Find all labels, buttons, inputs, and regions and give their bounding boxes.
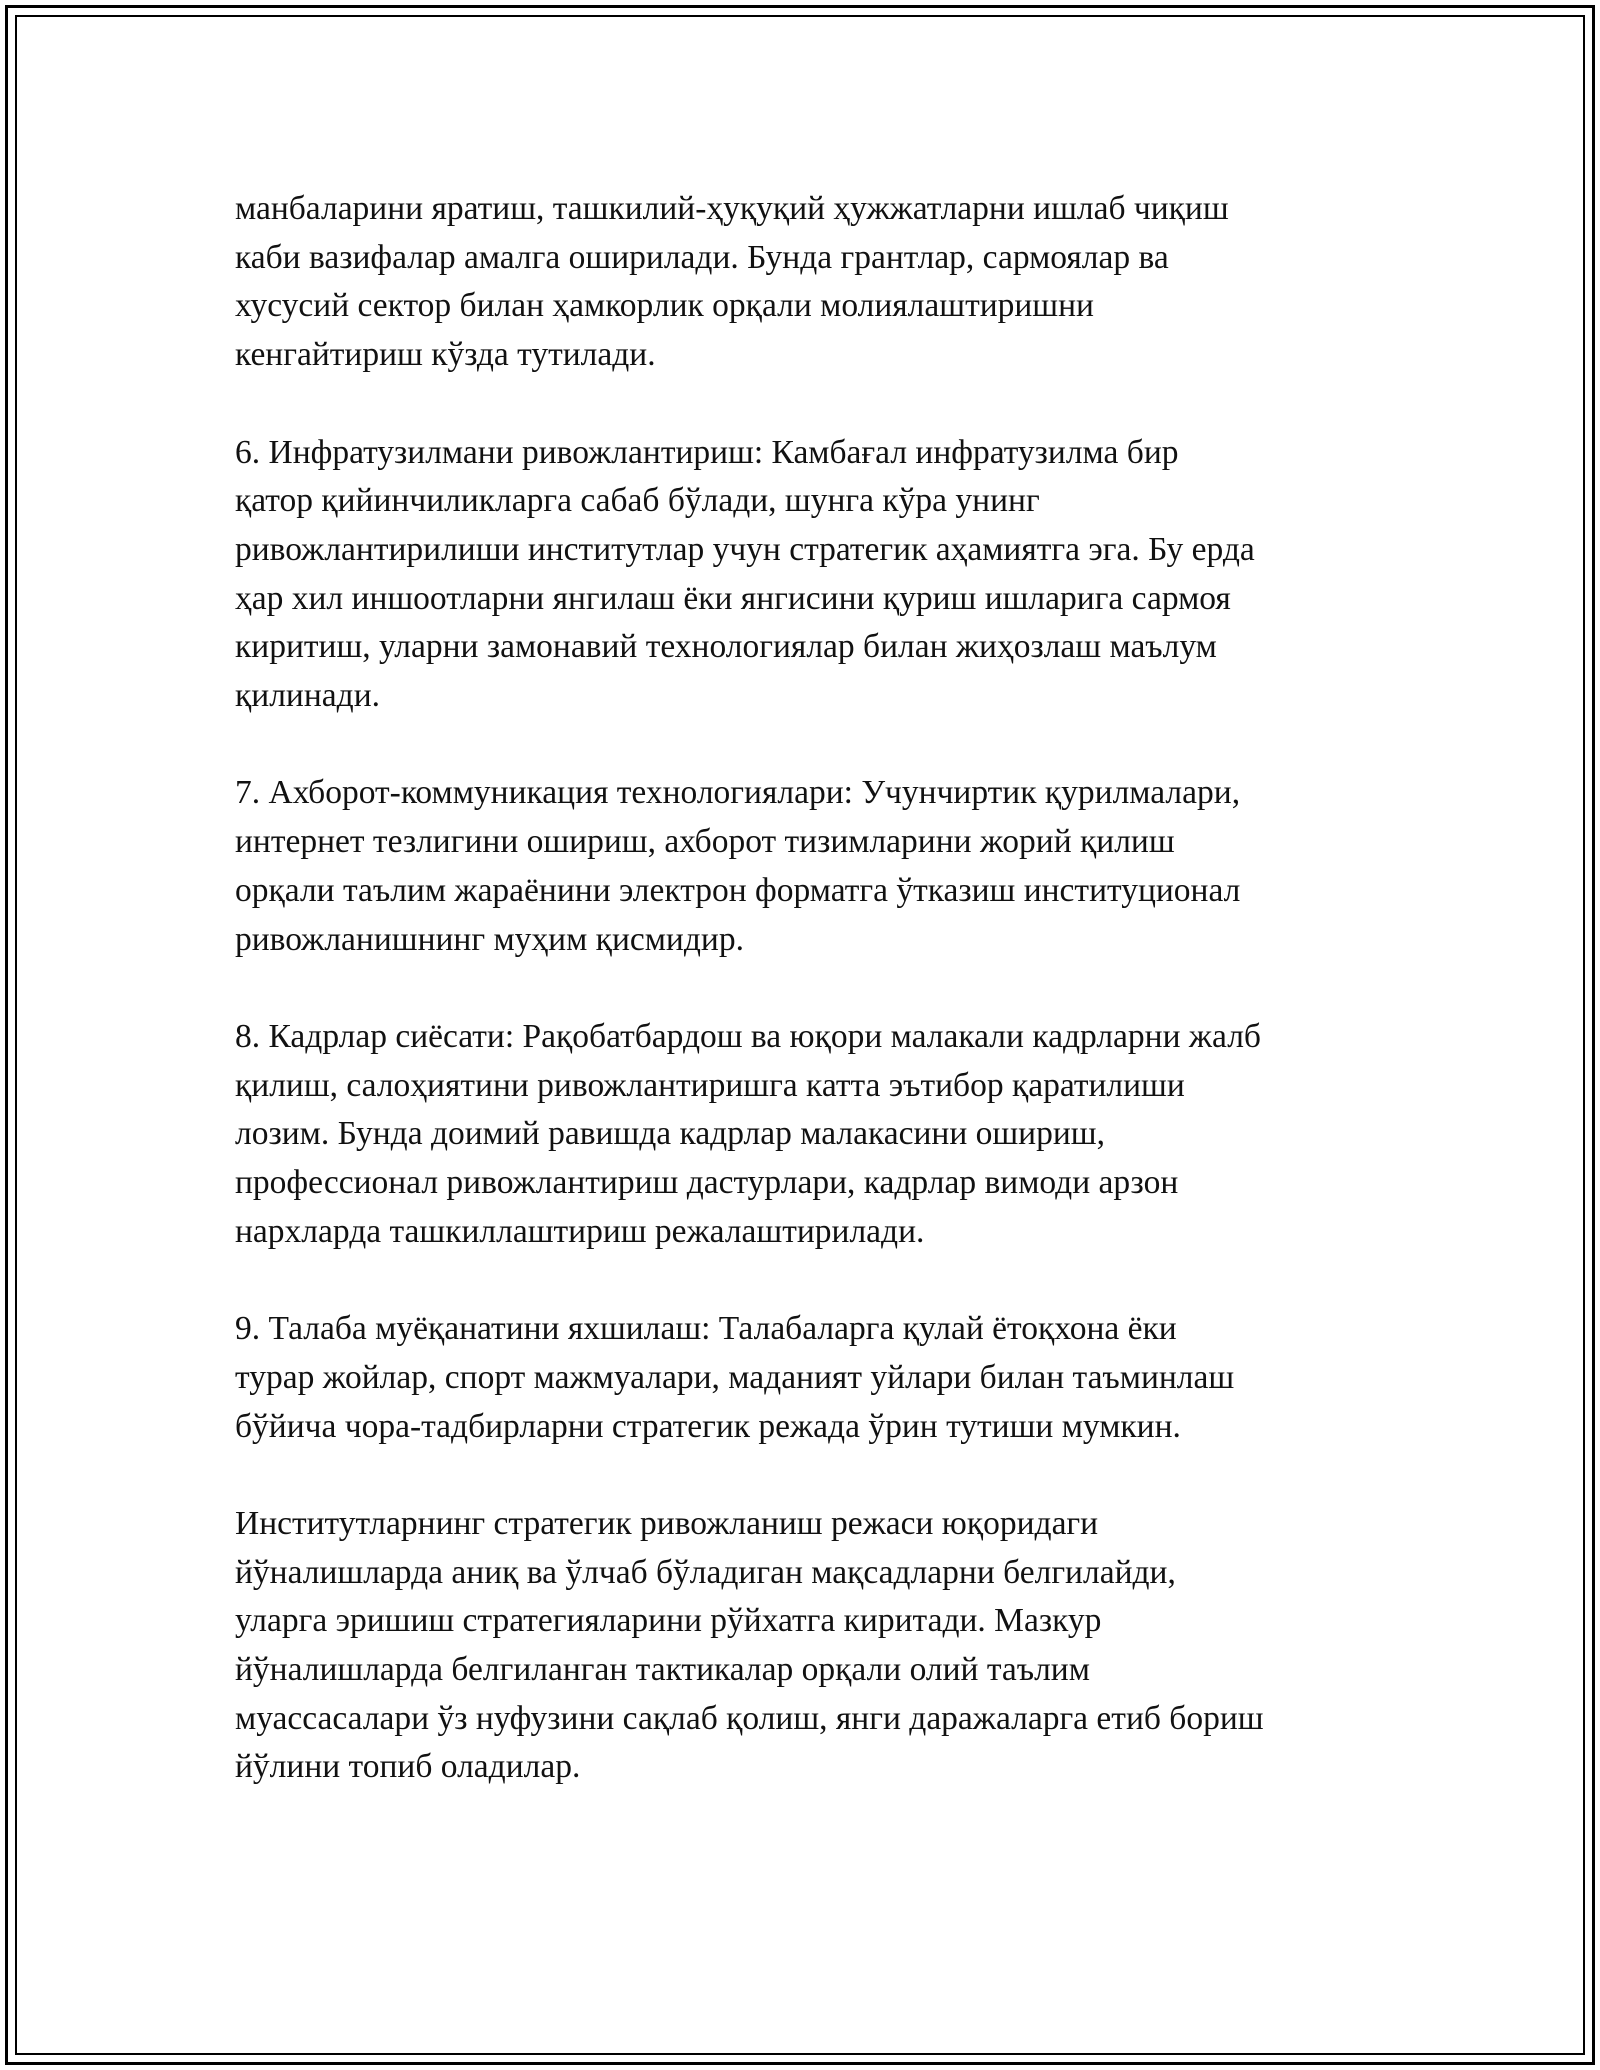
text-line: интернет тезлигини ошириш, ахборот тизимларини жорий қилиш xyxy=(235,823,1175,861)
text-line: уларга эришиш стратегияларини рўйхатга киритади. Мазкур xyxy=(235,1602,1102,1640)
text-line: ривожланишнинг муҳим қисмидир. xyxy=(235,920,744,958)
text-line: ҳар хил иншоотларни янгилаш ёки янгисини қуриш ишларига сармоя xyxy=(235,579,1231,617)
paragraph-item-7 xyxy=(235,769,1375,964)
text-line: қилиш, салоҳиятини ривожлантиришга катта эътибор қаратилиши xyxy=(235,1066,1185,1104)
paragraph-spacer xyxy=(235,380,1375,429)
text-line: манбаларини яратиш, ташкилий-ҳуқуқий ҳужжатларни ишлаб чиқиш xyxy=(235,190,1229,227)
text-line: йўналишларда белгиланган тактикалар орқали олий таълим xyxy=(235,1651,1090,1689)
paragraph-continuation xyxy=(235,185,1375,380)
text-line: хусусий сектор билан ҳамкорлик орқали молиялаштиришни xyxy=(235,287,1094,325)
text-line: кенгайтириш кўзда тутилади. xyxy=(235,336,656,374)
text-line: профессионал ривожлантириш дастурлари, кадрлар вимоди арзон xyxy=(235,1164,1179,1202)
text-line: 7. Ахборот-коммуникация технологиялари: Учунчиртик қурилмалари, xyxy=(235,774,1241,812)
text-line: нархларда ташкиллаштириш режалаштирилади. xyxy=(235,1212,925,1250)
paragraph-spacer xyxy=(235,964,1375,1013)
text-line: қатор қийинчиликларга сабаб бўлади, шунга кўра унинг xyxy=(235,482,1040,520)
text-line: йўналишларда аниқ ва ўлчаб бўладиган мақсадларни белгилайди, xyxy=(235,1553,1176,1591)
document-body xyxy=(235,185,1375,1792)
paragraph-item-9 xyxy=(235,1305,1375,1451)
text-line: 6. Инфратузилмани ривожлантириш: Камбағал инфратузилма бир xyxy=(235,433,1179,471)
text-line: киритиш, уларни замонавий технологиялар билан жиҳозлаш маълум xyxy=(235,628,1217,666)
paragraph-spacer xyxy=(235,721,1375,770)
paragraph-item-8 xyxy=(235,1013,1375,1257)
paragraph-item-6 xyxy=(235,429,1375,721)
paragraph-spacer xyxy=(235,1451,1375,1500)
text-line: 8. Кадрлар сиёсати: Рақобатбардош ва юқори малакали кадрларни жалб xyxy=(235,1017,1261,1055)
paragraph-spacer xyxy=(235,1256,1375,1305)
text-line: Институтларнинг стратегик ривожланиш режаси юқоридаги xyxy=(235,1504,1099,1542)
text-line: лозим. Бунда доимий равишда кадрлар малакасини ошириш, xyxy=(235,1115,1105,1153)
text-line: орқали таълим жараёнини электрон форматга ўтказиш институционал xyxy=(235,871,1241,909)
text-line: йўлини топиб оладилар. xyxy=(235,1748,581,1786)
text-line: турар жойлар, спорт мажмуалари, маданият уйлари билан таъминлаш xyxy=(235,1358,1235,1396)
text-line: қилинади. xyxy=(235,677,380,715)
text-line: ривожлантирилиши институтлар учун стратегик аҳамиятга эга. Бу ерда xyxy=(235,530,1255,568)
text-line: каби вазифалар амалга оширилади. Бунда грантлар, сармоялар ва xyxy=(235,238,1169,276)
text-line: 9. Талаба муёқанатини яхшилаш: Талабаларга қулай ётоқхона ёки xyxy=(235,1310,1177,1348)
text-line: муассасалари ўз нуфузини сақлаб қолиш, янги даражаларга етиб бориш xyxy=(235,1699,1264,1737)
paragraph-conclusion xyxy=(235,1500,1375,1792)
text-line: бўйича чора-тадбирларни стратегик режада ўрин тутиши мумкин. xyxy=(235,1407,1181,1445)
